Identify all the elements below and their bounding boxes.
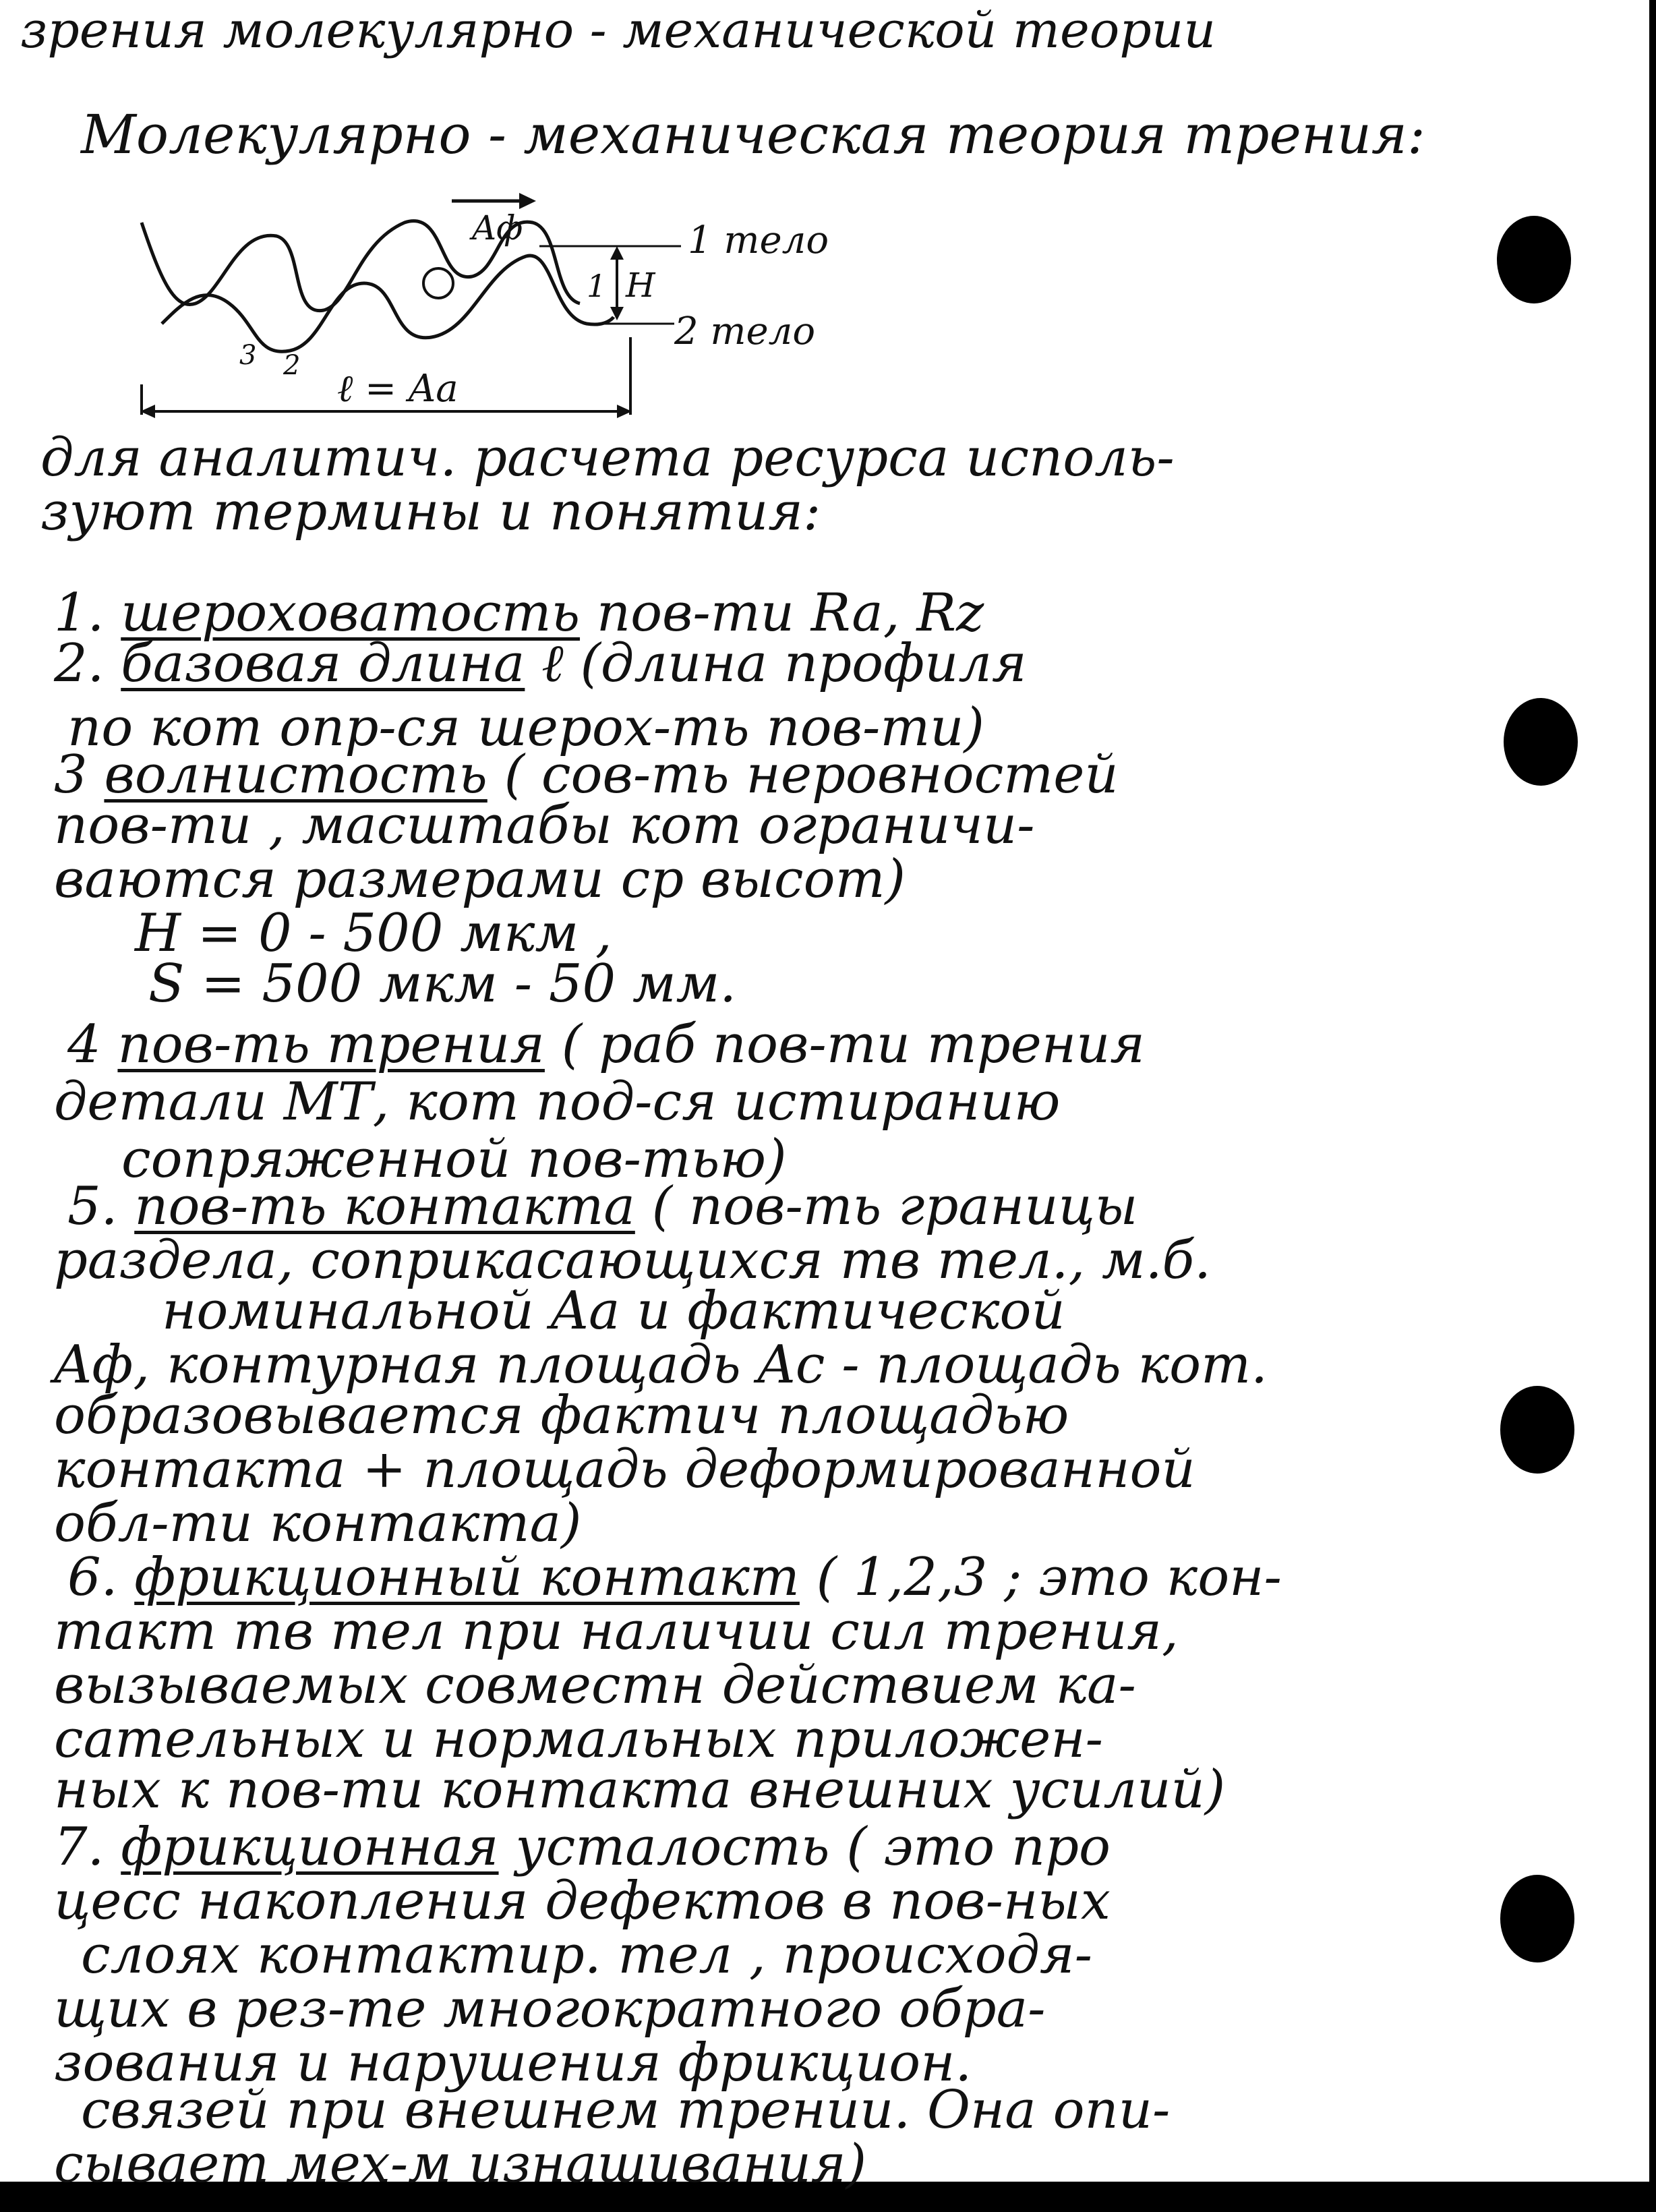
marker-3: 3 <box>239 340 257 371</box>
item-text: S = 500 мкм - 50 мм. <box>148 954 737 1014</box>
item-text: обл-ти контакта) <box>54 1493 582 1554</box>
item-text: детали МТ, кот под-ся истиранию <box>54 1072 1061 1132</box>
vector-label: Aф <box>472 208 523 248</box>
term-item-line <box>54 1817 1111 1878</box>
marker-1: 1 <box>587 268 607 304</box>
term-item-line <box>54 1072 1061 1132</box>
height-arrow-top <box>610 246 624 260</box>
item-number: 6. <box>67 1547 118 1608</box>
item-number: 7. <box>54 1817 105 1878</box>
item-term: фрикционный контакт <box>134 1547 800 1608</box>
friction-diagram <box>121 182 829 432</box>
intro-line: зуют термины и понятия: <box>40 482 821 542</box>
term-item-line <box>54 1439 1195 1500</box>
term-item-line <box>81 2080 1171 2141</box>
item-term: базовая длина <box>121 633 525 694</box>
term-item-line <box>54 795 1035 856</box>
length-label: ℓ = Aa <box>337 367 459 411</box>
item-number: 3 <box>54 745 88 805</box>
term-item-line <box>148 954 737 1014</box>
term-item-line <box>54 745 1119 805</box>
item-term: фрикционная <box>121 1817 499 1878</box>
item-text: ных к пов-ти контакта внешних усилий) <box>54 1759 1226 1820</box>
term-item-line <box>67 1176 1138 1237</box>
item-text: сывает мех-м изнашивания) <box>54 2134 867 2194</box>
item-term: шероховатость <box>121 583 581 643</box>
item-text: номинальной Aa и фактической <box>162 1281 1065 1341</box>
item-text: щих в рез-те многократного обра- <box>54 1979 1046 2039</box>
item-text: ( раб пов-ти трения <box>544 1014 1146 1075</box>
item-text: ( пов-ть границы <box>634 1176 1138 1237</box>
term-item-line <box>162 1281 1065 1341</box>
term-item-line <box>54 1493 582 1554</box>
height-label: H <box>626 266 655 305</box>
marker-2: 2 <box>283 350 301 381</box>
term-item-line <box>54 583 984 643</box>
term-item-line <box>67 1014 1146 1075</box>
item-number: 4 <box>67 1014 101 1075</box>
section-title: Молекулярно - механическая теория трения: <box>81 103 1425 166</box>
item-text: раздела, соприкасающихся тв тел., м.б. <box>54 1230 1211 1291</box>
term-item-line <box>54 1759 1226 1820</box>
force-vector-arrowhead <box>519 193 536 209</box>
term-item-line <box>54 1385 1069 1446</box>
scan-edge-right <box>1649 0 1656 2212</box>
term-item-line <box>54 1709 1104 1770</box>
item-text: вызываемых совместн действием ка- <box>54 1655 1136 1716</box>
binder-hole <box>1497 216 1571 303</box>
item-text: сопряженной пов-тью) <box>121 1129 787 1190</box>
contact-point-circle <box>423 268 453 298</box>
term-item-line <box>54 633 1027 694</box>
item-text: H = 0 - 500 мкм , <box>135 903 612 964</box>
item-text: ( 1,2,3 ; это кон- <box>799 1547 1282 1608</box>
friction-diagram-svg <box>121 182 829 432</box>
item-text: цесс накопления дефектов в пов-ных <box>54 1871 1111 1931</box>
item-term: волнистость <box>104 745 487 805</box>
term-item-line <box>54 1655 1136 1716</box>
item-text: усталость ( это про <box>498 1817 1111 1878</box>
term-item-line <box>54 1335 1268 1395</box>
item-number: 2. <box>54 633 105 694</box>
term-item-line <box>54 1230 1211 1291</box>
item-text: ( сов-ть неровностей <box>487 745 1119 805</box>
item-text: сательных и нормальных приложен- <box>54 1709 1104 1770</box>
item-text: ℓ (длина профиля <box>525 633 1027 694</box>
item-text: контакта + площадь деформированной <box>54 1439 1195 1500</box>
item-text: пов-ти , масштабы кот ограничи- <box>54 795 1035 856</box>
item-text: пов-ти Ra, Rz <box>580 583 984 643</box>
binder-hole <box>1500 1386 1574 1474</box>
item-text: зования и нарушения фрикцион. <box>54 2033 972 2093</box>
intro-line: для аналитич. расчета ресурса исполь- <box>40 428 1175 488</box>
term-item-line <box>54 1601 1179 1662</box>
term-item-line <box>54 1871 1111 1931</box>
term-item-line <box>135 903 612 964</box>
term-item-line <box>81 1925 1093 1985</box>
binder-hole <box>1500 1875 1574 1962</box>
item-text: слоях контактир. тел , происходя- <box>81 1925 1093 1985</box>
lower-body-profile <box>162 256 614 351</box>
body1-label: 1 тело <box>688 219 829 262</box>
term-item-line <box>54 1979 1046 2039</box>
item-text: образовывается фактич площадью <box>54 1385 1069 1446</box>
body2-label: 2 тело <box>674 310 816 353</box>
header-fragment: зрения молекулярно - механической теории <box>20 1 1216 59</box>
item-term: пов-ть трения <box>117 1014 545 1075</box>
binder-hole <box>1504 698 1578 786</box>
item-text: Aф, контурная площадь Ac - площадь кот. <box>54 1335 1268 1395</box>
item-text: ваются размерами ср высот) <box>54 849 906 910</box>
item-term: пов-ть контакта <box>134 1176 635 1237</box>
item-number: 1. <box>54 583 105 643</box>
item-number: 5. <box>67 1176 118 1237</box>
item-text: по кот опр-ся шерох-ть пов-ти) <box>67 697 984 758</box>
item-text: связей при внешнем трении. Она опи- <box>81 2080 1171 2141</box>
term-item-line <box>67 1547 1282 1608</box>
term-item-line <box>54 2134 867 2194</box>
term-item-line <box>54 849 906 910</box>
item-text: такт тв тел при наличии сил трения, <box>54 1601 1179 1662</box>
